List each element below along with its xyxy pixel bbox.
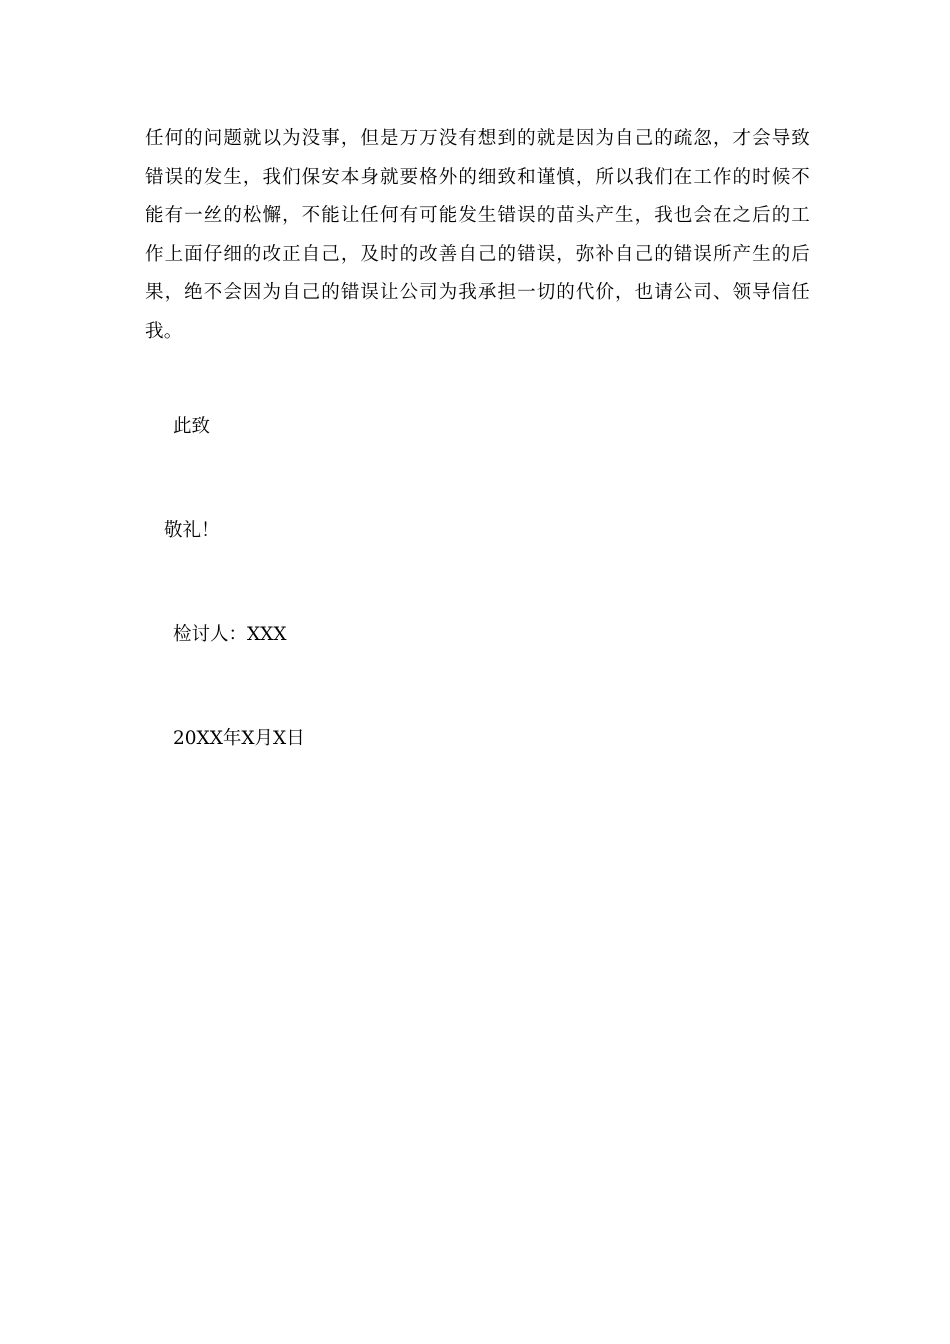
- body-line: 作上面仔细的改正自己，及时的改善自己的错误，弥补自己的错误所产生的后: [145, 243, 810, 265]
- body-line: 我。: [145, 320, 183, 342]
- body-line: 错误的发生，我们保安本身就要格外的细致和谨慎，所以我们在工作的时候不: [145, 166, 810, 188]
- body-line: 果，绝不会因为自己的错误让公司为我承担一切的代价，也请公司、领导信任: [145, 282, 810, 303]
- closing-salutation: 此致: [173, 416, 211, 437]
- body-line: 能有一丝的松懈，不能让任何有可能发生错误的苗头产生，我也会在之后的工: [145, 205, 810, 226]
- body-line: 任何的问题就以为没事，但是万万没有想到的就是因为自己的疏忽，才会导致: [145, 128, 810, 149]
- signer-line: 检讨人：XXX: [173, 624, 287, 645]
- date-line: 20XX年X月X日: [173, 728, 305, 749]
- closing-regards: 敬礼！: [164, 520, 220, 541]
- body-paragraph: [145, 120, 810, 351]
